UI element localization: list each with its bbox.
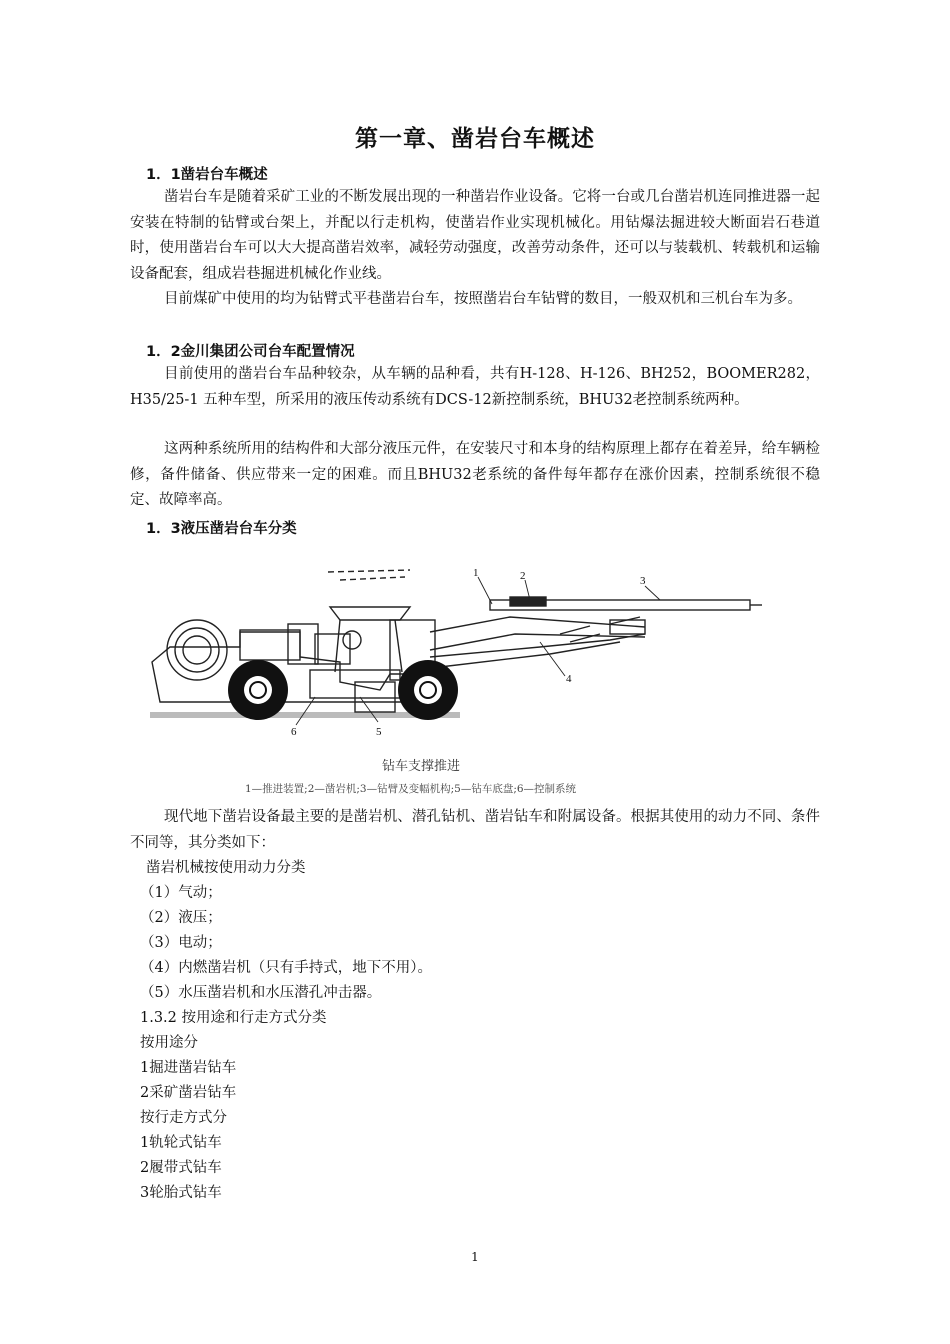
- figure-label-1: 1: [473, 567, 479, 579]
- paragraph: 现代地下凿岩设备最主要的是凿岩机、潜孔钻机、凿岩钻车和附属设备。根据其使用的动力不同、条件不同等，其分类如下：: [130, 809, 820, 851]
- canopy: [330, 607, 410, 620]
- front-wheel: [398, 660, 458, 720]
- figure-legend: 1—推进装置;2—凿岩机;3—钻臂及变幅机构;5—钻车底盘;6—控制系统: [245, 783, 577, 795]
- chapter-title: 第一章、凿岩台车概述: [355, 126, 595, 152]
- list-line: 按用途分: [140, 1035, 198, 1051]
- list-line: 2履带式钻车: [140, 1160, 222, 1176]
- page-number: 1: [471, 1250, 479, 1264]
- list-line: 1.3.2 按用途和行走方式分类: [140, 1010, 327, 1026]
- list-line: （5）水压凿岩机和水压潜孔冲击器。: [140, 985, 382, 1001]
- boom-lower: [430, 634, 645, 657]
- paragraph: 目前煤矿中使用的均为钻臂式平巷凿岩台车，按照凿岩台车钻臂的数目，一般双机和三机台车为多。: [164, 291, 802, 307]
- list-line: 凿岩机械按使用动力分类: [146, 860, 306, 876]
- list-line: （2）液压；: [140, 910, 222, 926]
- list-line: 1轨轮式钻车: [140, 1135, 222, 1151]
- list-line: 按行走方式分: [140, 1110, 227, 1126]
- section-heading-1-3: 1．3液压凿岩台车分类: [146, 521, 297, 537]
- section-heading-1-1: 1．1凿岩台车概述: [146, 167, 268, 183]
- paragraph: 这两种系统所用的结构件和大部分液压元件，在安装尺寸和本身的结构原理上都存在着差异，给车辆检修，备件储备、供应带来一定的困难。而且BHU32老系统的备件每年都存在涨价因素，控制系统很不稳定、故障率高。: [130, 441, 820, 509]
- list-line: （3）电动；: [140, 935, 222, 951]
- figure-label-2: 2: [520, 570, 526, 582]
- list-line: 3轮胎式钻车: [140, 1185, 222, 1201]
- figure-label-4: 4: [566, 673, 572, 685]
- list-line: （4）内燃凿岩机（只有手持式，地下不用）。: [140, 960, 432, 976]
- figure-label-6: 6: [291, 726, 297, 738]
- rock-drill: [510, 597, 546, 606]
- paragraph: 目前使用的凿岩台车品种较杂，从车辆的品种看，共有H-128、H-126、BH252，BOOMER282，H35/25-1 五种车型，所采用的液压传动系统有DCS-12新控制系统，BHU32老控制系统两种。: [130, 366, 820, 408]
- figure-caption: 钻车支撑推进: [382, 759, 461, 774]
- cable-drum: [167, 620, 227, 680]
- list-line: 1掘进凿岩钻车: [140, 1060, 237, 1076]
- section-heading-1-2: 1．2金川集团公司台车配置情况: [146, 344, 355, 360]
- rear-wheel: [228, 660, 288, 720]
- paragraph: 凿岩台车是随着采矿工业的不断发展出现的一种凿岩作业设备。它将一台或几台凿岩机连同推进器一起安装在特制的钻臂或台架上，并配以行走机构，使凿岩作业实现机械化。用钻爆法掘进较大断面岩石巷道时，使用凿岩台车可以大大提高凿岩效率，减轻劳动强度，改善劳动条件，还可以与装载机、转载机和运输设备配套，组成岩巷掘进机械化作业线。: [130, 189, 820, 282]
- list-line: （1）气动；: [140, 885, 222, 901]
- list-line: 2采矿凿岩钻车: [140, 1085, 237, 1101]
- figure-label-5: 5: [376, 726, 382, 738]
- boom-upper: [430, 617, 645, 632]
- figure-label-3: 3: [640, 575, 646, 587]
